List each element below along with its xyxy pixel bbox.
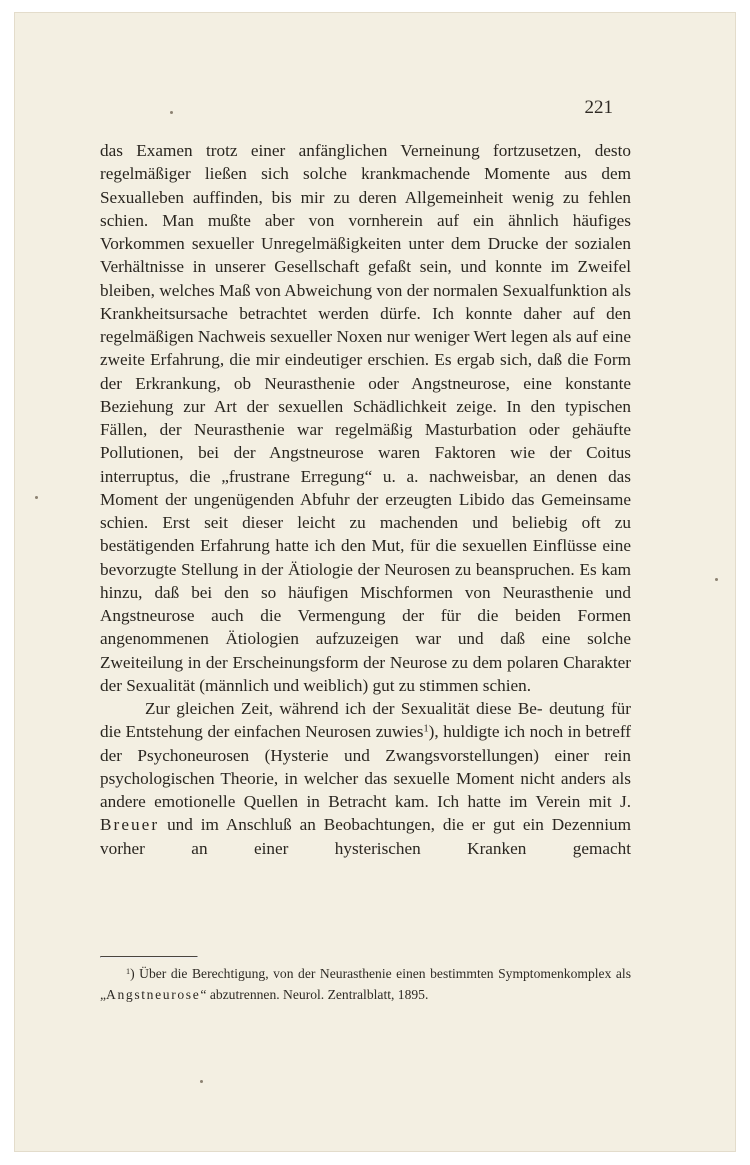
book-page	[14, 12, 736, 1152]
paper-speck	[715, 578, 718, 581]
paragraph-2	[100, 697, 631, 860]
footnote-rule	[100, 956, 198, 958]
paper-speck	[200, 1080, 203, 1083]
footnote-reference: 1	[423, 723, 429, 735]
footnote-reference-close: ),	[428, 722, 439, 742]
paragraph-2-body: huldigte ich noch in betreff der Psychoneurosen (Hysterie und Zwangsvorstellungen) einer rein psychologischen Theorie, in welcher das sexuelle Moment nicht anders als andere emotionelle Quellen in Betracht kam. Ich hatte im Verein mit J.	[100, 722, 631, 811]
author-name-spaced: Breuer	[100, 815, 160, 835]
footnote-spaced-term: Angstneurose	[106, 987, 201, 1002]
paper-speck	[35, 496, 38, 499]
paper-speck	[170, 111, 173, 114]
paragraph-2-line-1: Zur gleichen Zeit, während ich der Sexualität diese Be-	[145, 699, 543, 718]
footnote-mark: 1	[126, 966, 131, 976]
paragraph-2-line-2: deutung für die Entstehung der einfachen Neurosen zuwies	[100, 699, 631, 742]
footnote	[100, 963, 631, 1005]
paragraph-2-tail: und im Anschluß an Beobachtungen, die er gut ein Dezennium vorher an einer hysterischen Kranken gemacht	[100, 815, 631, 858]
page-number: 221	[584, 97, 613, 118]
footnote-text-after: “ abzutrennen. Neurol. Zentralblatt, 1895.	[200, 987, 429, 1002]
paragraph-1: das Examen trotz einer anfänglichen Verneinung fortzusetzen, desto regelmäßiger ließen sich solche krankmachende Momente aus dem Sexualleben auffinden, bis mir zu deren Allgemeinheit wenig zu fehlen schien. Man mußte aber von vornherein auf ein ähnlich häufiges Vorkommen sexueller Unregelmäßigkeiten unter dem Drucke der sozialen Verhältnisse in unserer Gesellschaft gefaßt sein, und konnte im Zweifel bleiben, welches Maß von Abweichung von der normalen Sexualfunktion als Krankheitsursache betrachtet werden dürfe. Ich konnte daher auf den regelmäßigen Nachweis sexueller Noxen nur weniger Wert legen als auf eine zweite Erfahrung, die mir eindeutiger erschien. Es ergab sich, daß die Form der Erkrankung, ob Neurasthenie oder Angstneurose, eine konstante Beziehung zur Art der sexuellen Schädlichkeit zeige. In den typischen Fällen, der Neurasthenie war regelmäßig Masturbation oder gehäufte Pollutionen, bei der Angstneurose waren Faktoren wie der Coitus interruptus, die „frustrane Erregung“ u. a. nachweisbar, an denen das Moment der ungenügenden Abfuhr der erzeugten Libido das Gemeinsame schien. Erst seit dieser leicht zu machenden und beliebig oft zu bestätigenden Erfahrung hatte ich den Mut, für die sexuellen Einflüsse eine bevorzugte Stellung in der Ätiologie der Neurosen zu beanspruchen. Es kam hinzu, daß bei den so häufigen Mischformen von Neurasthenie und Angstneurose auch die Vermengung der für die beiden Formen angenommenen Ätiologien aufzuzeigen war und daß eine solche Zweiteilung in der Erscheinungsform der Neurose zu dem polaren Charakter der Sexualität (männlich und weiblich) gut zu stimmen schien.	[100, 141, 631, 695]
body-text	[100, 139, 631, 860]
footnote-text-before: ) Über die Berechtigung, von der Neurasthenie einen bestimmten Symptomenkomplex als „	[100, 966, 631, 1002]
